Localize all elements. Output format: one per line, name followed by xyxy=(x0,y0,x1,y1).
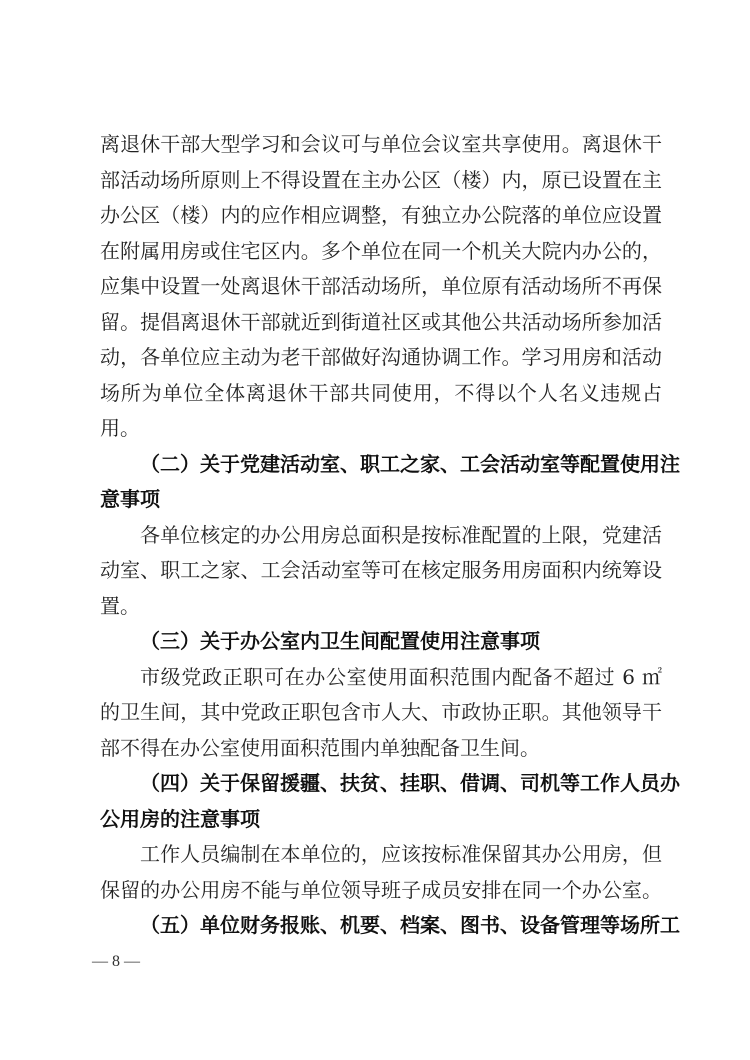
paragraph xyxy=(100,837,662,908)
section-heading xyxy=(100,908,680,944)
text-line: 公用房的注意事项 xyxy=(100,806,260,831)
text-line: （四）关于保留援疆、扶贫、挂职、借调、司机等工作人员办 xyxy=(140,771,680,795)
text-line: 部不得在办公室使用面积范围内单独配备卫生间。 xyxy=(100,735,540,760)
text-line: 工作人员编制在本单位的，应该按标准保留其办公用房，但 xyxy=(140,842,662,866)
text-line: 在附属用房或住宅区内。多个单位在同一个机关大院内办公的， xyxy=(100,238,662,263)
text-line: 的卫生间，其中党政正职包含市人大、市政协正职。其他领导干 xyxy=(100,700,662,724)
text-line: 保留的办公用房不能与单位领导班子成员安排在同一个办公室。 xyxy=(100,877,662,902)
text-line: 置。 xyxy=(100,593,140,618)
text-line: 离退休干部大型学习和会议可与单位会议室共享使用。离退休干 xyxy=(100,132,662,156)
text-line: 应集中设置一处离退休干部活动场所，单位原有活动场所不再保 xyxy=(100,274,662,298)
text-line: 用。 xyxy=(100,416,140,440)
section-heading xyxy=(100,766,680,837)
text-line: （三）关于办公室内卫生间配置使用注意事项 xyxy=(140,629,540,653)
text-line: （二）关于党建活动室、职工之家、工会活动室等配置使用注 xyxy=(140,451,680,476)
text-line: 场所为单位全体离退休干部共同使用，不得以个人名义违规占 xyxy=(100,380,662,405)
text-line: 部活动场所原则上不得设置在主办公区（楼）内，原已设置在主 xyxy=(100,167,662,192)
text-line: 办公区（楼）内的应作相应调整，有独立办公院落的单位应设置 xyxy=(100,203,662,227)
text-line: 市级党政正职可在办公室使用面积范围内配备不超过 6 ㎡ xyxy=(140,664,662,689)
text-line: （五）单位财务报账、机要、档案、图书、设备管理等场所工 xyxy=(140,913,680,937)
section-heading xyxy=(100,624,662,660)
paragraph xyxy=(100,518,662,625)
text-line: 动，各单位应主动为老干部做好沟通协调工作。学习用房和活动 xyxy=(100,345,662,369)
page-number: — 8 — xyxy=(92,953,140,970)
text-line: 动室、职工之家、工会活动室等可在核定服务用房面积内统筹设 xyxy=(100,558,662,582)
document-body xyxy=(100,127,680,944)
text-line: 留。提倡离退休干部就近到街道社区或其他公共活动场所参加活 xyxy=(100,309,662,334)
text-line: 各单位核定的办公用房总面积是按标准配置的上限，党建活 xyxy=(140,522,662,547)
paragraph xyxy=(100,127,662,447)
section-heading xyxy=(100,447,680,518)
paragraph xyxy=(100,660,662,767)
text-line: 意事项 xyxy=(100,487,160,511)
